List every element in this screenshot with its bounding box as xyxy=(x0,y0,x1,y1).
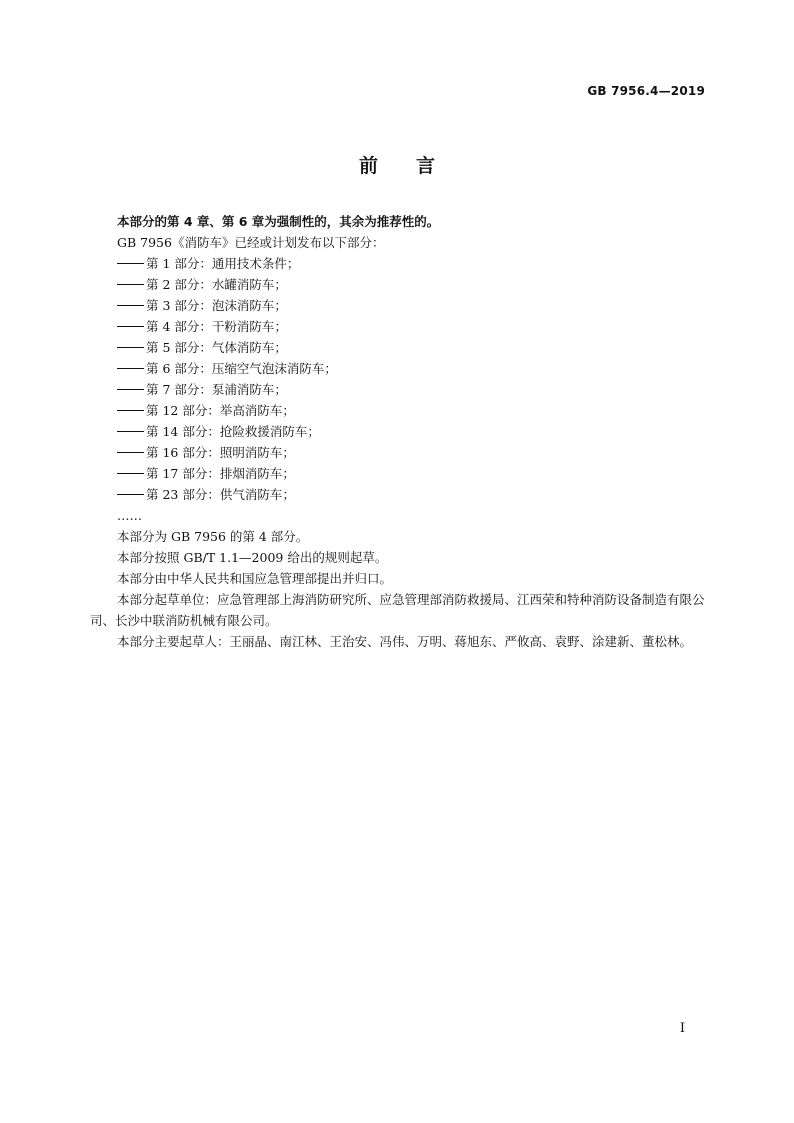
proposed-by-statement: 本部分由中华人民共和国应急管理部提出并归口。 xyxy=(117,571,393,586)
list-item xyxy=(90,442,706,463)
list-item-text: 第 16 部分：照明消防车； xyxy=(146,445,295,460)
dash-mark xyxy=(117,431,144,432)
dash-mark xyxy=(117,326,144,327)
dash-mark xyxy=(117,410,144,411)
drafting-rules-statement: 本部分按照 GB/T 1.1—2009 给出的规则起草。 xyxy=(117,550,388,565)
dash-mark xyxy=(117,473,144,474)
parts-list xyxy=(90,253,706,526)
dash-mark xyxy=(117,263,144,264)
page-title: 前言 xyxy=(358,155,473,177)
dash-mark xyxy=(117,284,144,285)
dash-mark xyxy=(117,347,144,348)
list-item xyxy=(90,358,706,379)
list-item-text: 第 4 部分：干粉消防车； xyxy=(146,319,287,334)
list-item-text: 第 6 部分：压缩空气泡沫消防车； xyxy=(146,361,337,376)
mandatory-statement: 本部分的第 4 章、第 6 章为强制性的，其余为推荐性的。 xyxy=(117,214,440,229)
list-item xyxy=(90,337,706,358)
foreword-body xyxy=(90,211,706,652)
list-item-text: 第 14 部分：抢险救援消防车； xyxy=(146,424,320,439)
document-code: GB 7956.4—2019 xyxy=(587,84,705,98)
dash-mark xyxy=(117,452,144,453)
list-item xyxy=(90,295,706,316)
list-item-text: 第 2 部分：水罐消防车； xyxy=(146,277,287,292)
list-item xyxy=(90,316,706,337)
list-item-text: 第 17 部分：排烟消防车； xyxy=(146,466,295,481)
list-item xyxy=(90,463,706,484)
page-number: I xyxy=(679,1021,685,1036)
list-item xyxy=(90,400,706,421)
list-item-text: 第 23 部分：供气消防车； xyxy=(146,487,295,502)
drafters-statement: 本部分主要起草人：王丽晶、南江林、王治安、冯伟、万明、蒋旭东、严攸高、袁野、涂建新、董松林。 xyxy=(117,634,693,649)
dash-mark xyxy=(117,389,144,390)
dash-mark xyxy=(117,305,144,306)
list-item xyxy=(90,379,706,400)
dash-mark xyxy=(117,368,144,369)
list-item xyxy=(90,484,706,505)
list-item-text: 第 7 部分：泵浦消防车； xyxy=(146,382,287,397)
list-item-text: 第 3 部分：泡沫消防车； xyxy=(146,298,287,313)
list-item xyxy=(90,274,706,295)
list-item-text: 第 12 部分：举高消防车； xyxy=(146,403,295,418)
published-parts-intro: GB 7956《消防车》已经或计划发布以下部分： xyxy=(117,235,385,250)
dash-mark xyxy=(117,494,144,495)
list-item-text: 第 5 部分：气体消防车； xyxy=(146,340,287,355)
part-of-statement: 本部分为 GB 7956 的第 4 部分。 xyxy=(117,529,309,544)
list-ellipsis: …… xyxy=(117,508,142,523)
list-item xyxy=(90,253,706,274)
list-item xyxy=(90,421,706,442)
drafting-units-statement: 本部分起草单位：应急管理部上海消防研究所、应急管理部消防救援局、江西荣和特种消防设备制造有限公司、长沙中联消防机械有限公司。 xyxy=(90,592,705,628)
list-item-text: 第 1 部分：通用技术条件； xyxy=(146,256,300,271)
